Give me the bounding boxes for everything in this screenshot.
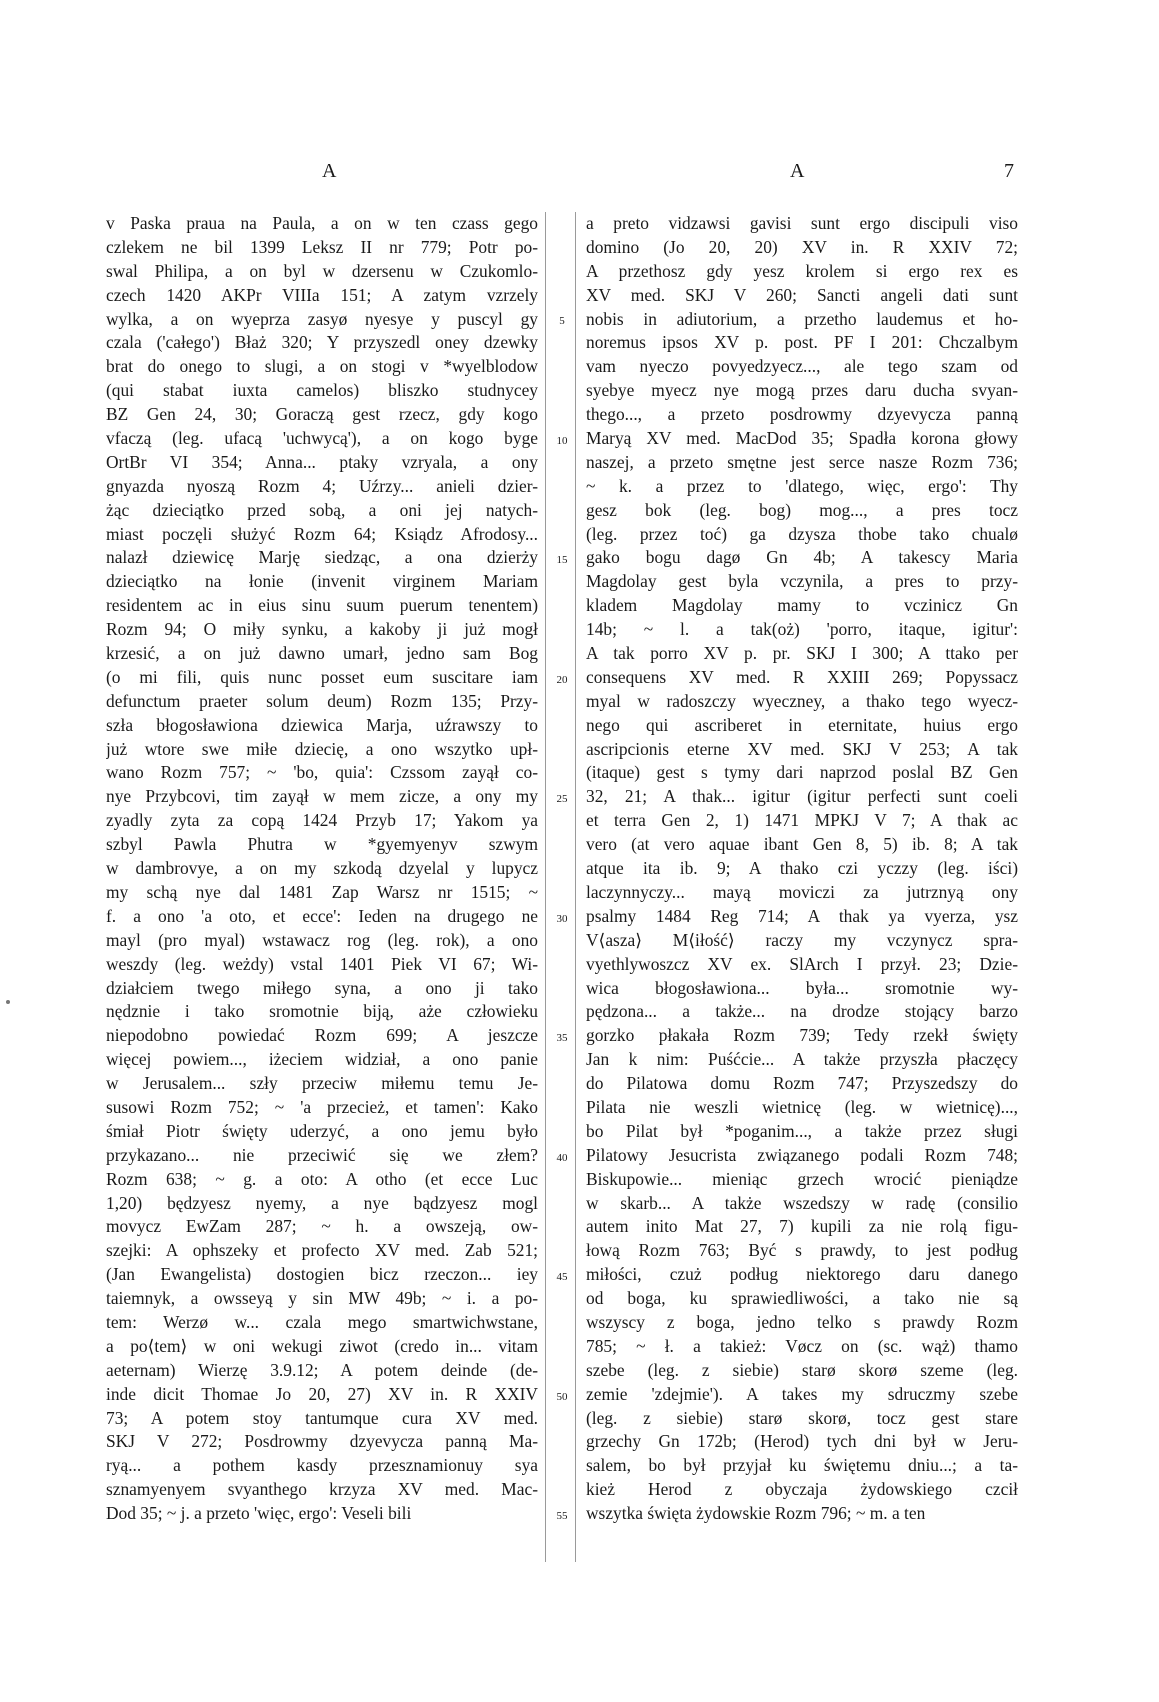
text-line: wano Rozm 757; ~ 'bo, quia': Czssom zayął co-	[106, 762, 538, 783]
text-line: gorzko płakała Rozm 739; Tedy rzekł święty	[586, 1025, 1018, 1046]
text-line: myal w radoszczy wyeczney, a thako tego wyecz-	[586, 690, 1018, 711]
text-line: gako bogu dagø Gn 4b; A takescy Maria	[586, 547, 1018, 568]
text-line: bo Pilat był *poganim..., a także przez sługi	[586, 1120, 1018, 1141]
text-line: aeternam) Wierzę 3.9.12; A potem deinde (de-	[106, 1359, 538, 1380]
text-line: do Pilatowa domu Rozm 747; Przyszedszy do	[586, 1073, 1018, 1094]
text-line: autem inito Mat 27, 7) kupili za nie rolą figu-	[586, 1216, 1018, 1237]
text-line: ascripcionis eterne XV med. SKJ V 253; A tak	[586, 738, 1018, 759]
text-line: et terra Gen 2, 1) 1471 MPKJ V 7; A thak ac	[586, 810, 1018, 831]
text-line: Rozm 638; ~ g. a oto: A otho (et ecce Luc	[106, 1168, 538, 1189]
text-line: vyethlywoszcz XV ex. SlArch I przył. 23; Dzie-	[586, 953, 1018, 974]
text-line: Jan k nim: Puśćcie... A także przyszła płaczęcy	[586, 1049, 1018, 1070]
text-line: OrtBr VI 354; Anna... ptaky vzryala, a ony	[106, 451, 538, 472]
text-line: Magdolay gest byla vczynila, a pres to przy-	[586, 571, 1018, 592]
text-line: v Paska praua na Paula, a on w ten czass gego	[106, 213, 538, 233]
text-line: residentem ac in eius sinu suum puerum tenentem)	[106, 595, 538, 616]
text-line: vam nyeczo povyedzyecz..., ale tego szam od	[586, 356, 1018, 377]
text-line: (leg. z siebie) starø skorø, tocz gest stare	[586, 1407, 1018, 1428]
line-number: 50	[556, 1390, 568, 1403]
text-line: SKJ V 272; Posdrowmy dzyevycza panną Ma-	[106, 1431, 538, 1452]
text-line: wszytka święta żydowskie Rozm 796; ~ m. a ten	[586, 1503, 926, 1524]
text-line: 1,20) będzyesz nyemy, a nye bądzyesz mogl	[106, 1192, 538, 1213]
text-line: gnyazda nyoszą Rozm 4; Uźrzy... anieli dzier-	[106, 475, 538, 496]
text-line: wylka, a on wyeprza zasyø nyesye y puscyl gy	[106, 308, 538, 329]
scan-speck	[6, 1000, 10, 1004]
text-line: f. a ono 'a oto, et ecce': Ieden na drugego ne	[106, 905, 538, 926]
text-line: Biskupowie... mieniąc grzech wrocić pieniądze	[586, 1168, 1018, 1189]
text-line: XV med. SKJ V 260; Sancti angeli dati sunt	[586, 284, 1018, 305]
running-head-right: A	[790, 160, 806, 182]
text-line: nego qui ascriberet in eternitate, huius ergo	[586, 714, 1018, 735]
text-line: brat do onego to slugi, a on stogi v *wyelblodow	[106, 356, 538, 377]
line-number: 15	[556, 554, 568, 567]
text-line: (o mi fili, quis nunc posset eum suscitare iam	[106, 666, 538, 687]
text-line: susowi Rozm 752; ~ 'a przecież, et tamen': Kako	[106, 1096, 538, 1117]
text-line: tem: Werzø w... czala mego smartwichwstane,	[106, 1311, 538, 1332]
text-line: swal Philipa, a on byl w dzersenu w Czukomlo-	[106, 260, 538, 281]
line-number: 10	[556, 434, 568, 447]
text-line: Maryą XV med. MacDod 35; Spadła korona głowy	[586, 428, 1018, 449]
text-line: domino (Jo 20, 20) XV in. R XXIV 72;	[586, 236, 1018, 257]
text-line: 785; ~ ł. a takież: Vøcz on (sc. wąż) thamo	[586, 1335, 1018, 1356]
line-number: 55	[556, 1510, 568, 1523]
text-line: vfaczą (leg. ufacą 'uchwycą'), a on kogo byge	[106, 428, 538, 449]
text-line: weszdy (leg. weżdy) vstal 1401 Piek VI 67; Wi-	[106, 953, 538, 974]
text-line: defunctum praeter solum deum) Rozm 135; Przy-	[106, 690, 538, 711]
text-line: szbyl Pawla Phutra w *gyemyenyv szwym	[106, 834, 538, 855]
text-line: żąc dzieciątko przed sobą, a oni jej natych-	[106, 499, 538, 520]
text-line: A tak porro XV p. pr. SKJ I 300; A ttako per	[586, 643, 1018, 664]
text-line: więcej powiem..., iżeciem widział, a ono panie	[106, 1049, 538, 1070]
column-rule-right	[575, 212, 576, 1562]
text-line: syebye myecz nye mogą przes daru ducha svyan-	[586, 380, 1018, 401]
text-line: nobis in adiutorium, a przetho laudemus et ho-	[586, 308, 1018, 329]
text-line: już wtore swe miłe dziecię, a ono wszytko upł-	[106, 738, 538, 759]
text-line: mayl (pro myal) wstawacz rog (leg. rok), a ono	[106, 929, 538, 950]
text-line: a po⟨tem⟩ w oni wekugi ziwot (credo in... vitam	[106, 1335, 538, 1356]
line-number: 30	[556, 912, 568, 925]
text-line: od boga, ku sprawiedliwości, a tako nie są	[586, 1288, 1018, 1309]
line-number: 20	[556, 673, 568, 686]
text-line: miłości, czuż podług niektorego daru danego	[586, 1264, 1018, 1285]
text-line: w skarb... A także wszedszy w radę (consilio	[586, 1192, 1018, 1213]
text-line: łową Rozm 763; Być s prawdy, to jest podług	[586, 1240, 1018, 1261]
text-line: thego..., a przeto posdrowmy dzyevycza panną	[586, 404, 1018, 425]
text-line: (qui stabat iuxta camelos) bliszko studnycey	[106, 380, 538, 401]
text-line: ~ k. a przez to 'dlatego, więc, ergo': Thy	[586, 475, 1018, 496]
text-line: atque ita ib. 9; A thako czi yczzy (leg. iści)	[586, 858, 1018, 879]
text-line: Pilata nie weszli wietnicę (leg. w wietnicę)...,	[586, 1096, 1018, 1117]
text-line: my schą nye dal 1481 Zap Warsz nr 1515; ~	[106, 881, 538, 902]
text-line: 32, 21; A thak... igitur (igitur perfecti sunt coeli	[586, 786, 1018, 807]
column-rule-left	[545, 212, 546, 1562]
text-line: grzechy Gn 172b; (Herod) tych dni był w Jeru-	[586, 1431, 1018, 1452]
text-line: V⟨asza⟩ M⟨iłość⟩ raczy my vczynycz spra-	[586, 929, 1018, 950]
text-line: nye Przybcovi, tim zayął w mem zicze, a ony my	[106, 786, 538, 807]
line-number: 5	[559, 315, 565, 328]
text-line: zemie 'zdejmie'). A takes my sdruczmy szebe	[586, 1383, 1018, 1404]
running-head-left: A	[322, 160, 338, 182]
text-line: kież Herod z obyczaja żydowskiego czcił	[586, 1479, 1018, 1500]
text-line: dzieciątko na łonie (invenit virginem Mariam	[106, 571, 538, 592]
line-number: 45	[556, 1271, 568, 1284]
text-line: przykazano... nie przeciwić się we złem?	[106, 1144, 538, 1165]
text-line: miast poczęli służyć Rozm 64; Ksiądz Afrodosy...	[106, 523, 538, 544]
text-line: czala ('całego') Błaż 320; Y przyszedl oney dzewky	[106, 332, 538, 353]
text-line: szła błogosławiona dziewica Marja, uźrawszy to	[106, 714, 538, 735]
text-line: (Jan Ewangelista) dostogien bicz rzeczon... iey	[106, 1264, 538, 1285]
text-line: pędzona... a także... na drodze stojący barzo	[586, 1001, 1018, 1022]
line-number: 25	[556, 793, 568, 806]
text-line: sznamyenyem svyanthego krzyza XV med. Mac-	[106, 1479, 538, 1500]
line-number: 35	[556, 1032, 568, 1045]
text-line: salem, bo był przyjał ku świętemu dniu...; a ta-	[586, 1455, 1018, 1476]
text-line: śmiał Piotr święty uderzyć, a ono jemu było	[106, 1120, 538, 1141]
text-line: działciem twego miłego syna, a ono ji tako	[106, 977, 538, 998]
text-line: w Jerusalem... szły przeciw miłemu temu Je-	[106, 1073, 538, 1094]
text-line: movycz EwZam 287; ~ h. a owszeją, ow-	[106, 1216, 538, 1237]
text-line: Dod 35; ~ j. a przeto 'więc, ergo': Veseli bili	[106, 1503, 412, 1524]
text-line: psalmy 1484 Reg 714; A thak ya vyerza, ysz	[586, 905, 1018, 926]
page-number: 7	[1004, 160, 1015, 182]
text-line: nalazł dziewicę Marję siedząc, a ona dzierży	[106, 547, 538, 568]
text-line: wica błogosławiona... była... sromotnie wy-	[586, 977, 1018, 998]
text-line: czlekem ne bil 1399 Leksz II nr 779; Potr po-	[106, 236, 538, 257]
text-line: a preto vidzawsi gavisi sunt ergo discipuli viso	[586, 213, 1018, 233]
text-line: kladem Magdolay mamy to vczinicz Gn	[586, 595, 1018, 616]
text-line: noremus ipsos XV p. post. PF I 201: Chczalbym	[586, 332, 1018, 353]
text-line: BZ Gen 24, 30; Goraczą gest rzecz, gdy kogo	[106, 404, 538, 425]
text-line: Pilatowy Jesucrista związanego podali Rozm 748;	[586, 1144, 1018, 1165]
text-line: Rozm 94; O miły synku, a kakoby ji już mogł	[106, 619, 538, 640]
text-line: (itaque) gest s tymy dari naprzod poslal BZ Gen	[586, 762, 1018, 783]
text-line: gesz bok (leg. bog) mog..., a pres tocz	[586, 499, 1018, 520]
text-line: w dambrovye, a on my szkodą dzyelal y lupycz	[106, 858, 538, 879]
text-line: 14b; ~ l. a tak(oż) 'porro, itaque, igitur':	[586, 619, 1018, 640]
text-line: ryą... a pothem kasdy przesznamionuy sya	[106, 1455, 538, 1476]
text-line: niepodobno powiedać Rozm 699; A jeszcze	[106, 1025, 538, 1046]
text-line: nędznie i tako sromotnie biją, aże człowieku	[106, 1001, 538, 1022]
text-line: zyadly zyta za copą 1424 Przyb 17; Yakom ya	[106, 810, 538, 831]
text-line: vero (at vero aquae ibant Gen 8, 5) ib. 8; A tak	[586, 834, 1018, 855]
text-line: laczynnyczy... mayą moviczi za jutrznyą ony	[586, 881, 1018, 902]
text-line: inde dicit Thomae Jo 20, 27) XV in. R XXIV	[106, 1383, 538, 1404]
text-line: krzesić, a on już dawno umarł, jedno sam Bog	[106, 643, 538, 664]
line-number: 40	[556, 1151, 568, 1164]
text-line: 73; A potem stoy tantumque cura XV med.	[106, 1407, 538, 1428]
text-line: wszyscy z boga, jedno telko s prawdy Rozm	[586, 1311, 1018, 1332]
text-line: consequens XV med. R XXIII 269; Popyssacz	[586, 666, 1018, 687]
text-line: naszej, a przeto smętne jest serce nasze Rozm 736;	[586, 451, 1018, 472]
text-line: taiemnyk, a owsseyą y sin MW 49b; ~ i. a po-	[106, 1288, 538, 1309]
left-text-column	[106, 212, 538, 1526]
text-line: szebe (leg. z siebie) starø skorø szeme (leg.	[586, 1359, 1018, 1380]
text-line: szejki: A ophszeky et profecto XV med. Zab 521;	[106, 1240, 538, 1261]
text-line: A przethosz gdy yesz krolem si ergo rex es	[586, 260, 1018, 281]
text-line: czech 1420 AKPr VIIIa 151; A zatym vzrzely	[106, 284, 538, 305]
text-line: (leg. przez toć) ga dzysza thobe tako chualø	[586, 523, 1018, 544]
right-text-column	[586, 212, 1018, 1526]
